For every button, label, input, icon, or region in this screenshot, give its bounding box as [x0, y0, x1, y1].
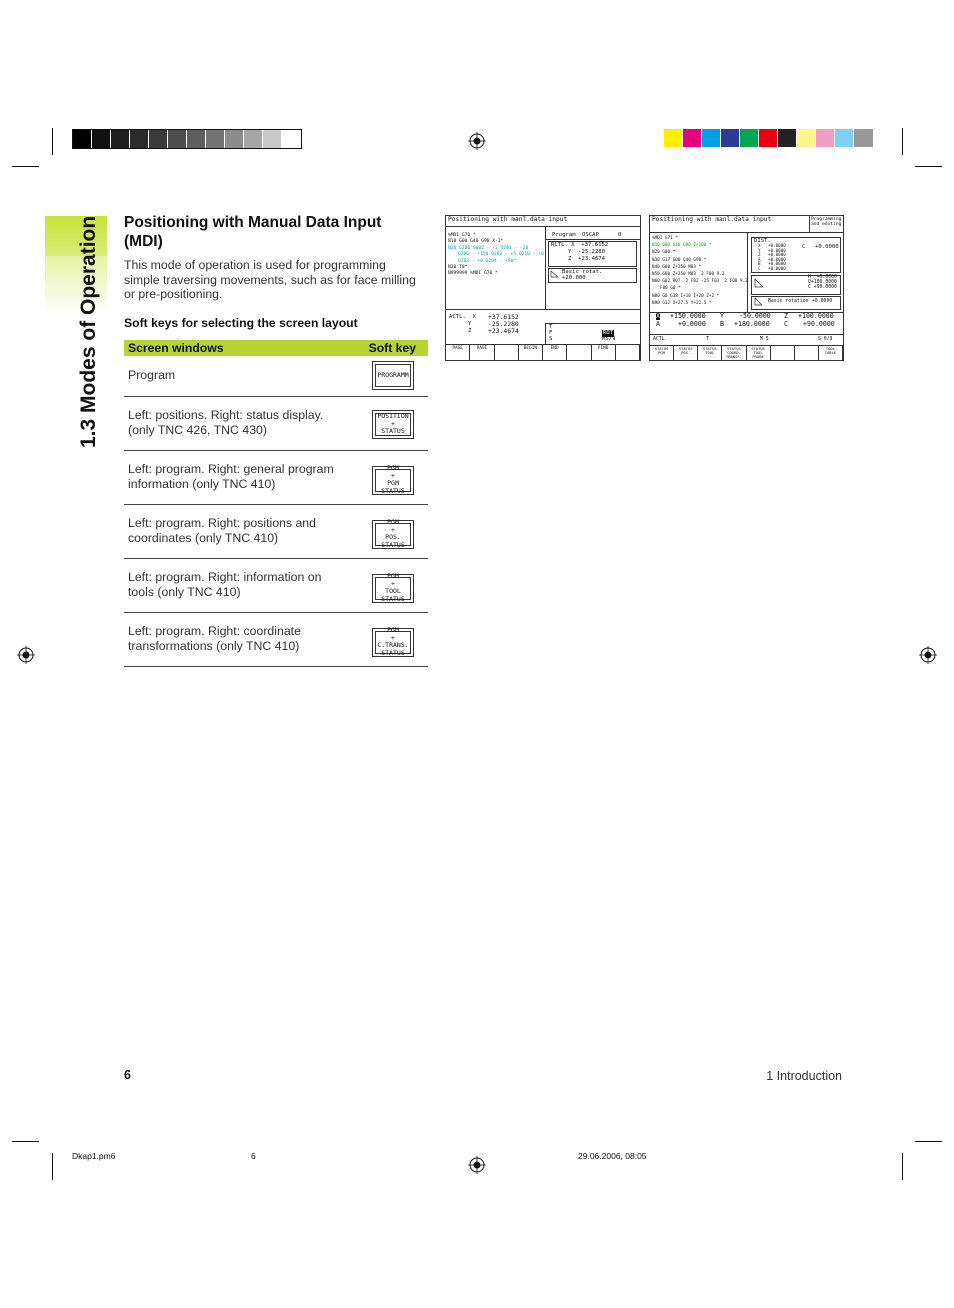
col-header-window: Screen windows	[124, 340, 350, 356]
dist-line: B +0.0000	[758, 261, 786, 267]
axis-x-label: X	[656, 312, 660, 320]
screen-softkey[interactable]: STATUS POS.	[674, 346, 698, 360]
screen-window-desc: Program	[124, 356, 350, 396]
softkey-label: +	[391, 579, 395, 588]
axis-a-value: +0.0000	[678, 320, 706, 328]
table-row	[124, 504, 428, 558]
page-heading: Positioning with Manual Data Input (MDI)	[124, 214, 382, 250]
dist-head: DIST.	[754, 238, 771, 244]
pos-y-value: -25.2280	[488, 320, 519, 328]
program-line: N80 G0 G38 I+10 I+20 Z+2 *	[652, 293, 720, 299]
screen-softkey[interactable]: BEGIN	[519, 345, 543, 360]
axis-a-label: A	[656, 320, 660, 328]
screen-title: Positioning with manl.data input	[652, 216, 772, 223]
program-line: N20 G200 G00Z - +2 Q201 - -20	[448, 245, 529, 251]
status-actl: ACTL.	[653, 337, 668, 342]
registration-mark-icon	[17, 646, 35, 664]
slug-page: 6	[251, 1151, 256, 1161]
program-line: Q203 - +0 Q204 - +50*	[458, 258, 517, 264]
softkey-cell	[350, 396, 428, 450]
crop-mark	[902, 1153, 903, 1180]
program-line: %MDI G71 *	[652, 236, 678, 241]
basic-rotation-label: Basic rotation	[768, 299, 809, 304]
softkey-button[interactable]	[372, 466, 414, 495]
screen-softkey[interactable]: FIND	[592, 345, 616, 360]
softkey-label: PGM	[387, 518, 399, 527]
screen-softkey[interactable]: PAGE	[470, 345, 494, 360]
softkey-label: POS.	[385, 533, 401, 542]
softkey-label: STATUS	[381, 427, 405, 436]
axis-b-label: B	[720, 320, 724, 328]
program-line: N60 G02 R07 2 F02 -25 F03 2 F00 9.2	[652, 279, 748, 285]
pos-z: Z	[468, 328, 472, 334]
status-head-program: Program	[552, 232, 576, 238]
softkey-button[interactable]	[372, 574, 414, 603]
basic-rotation-icon	[754, 297, 763, 306]
subheading: Soft keys for selecting the screen layout	[124, 316, 358, 330]
screen-window-desc: Left: program. Right: positions and coordinates (only TNC 410)	[124, 504, 350, 558]
registration-mark-icon	[468, 1156, 486, 1174]
basic-rotation-value: +20.000	[562, 275, 586, 281]
program-line: N90 G12 X+27.5 Y+22.5 *	[652, 300, 712, 306]
col-header-softkey: Soft key	[350, 340, 428, 356]
tnc-screen-2	[649, 215, 844, 361]
softkey-label: PGM	[387, 464, 399, 473]
screen-window-desc: Left: program. Right: general program information (only TNC 410)	[124, 450, 350, 504]
color-bar	[664, 129, 873, 147]
screen-softkey[interactable]	[771, 346, 795, 360]
registration-mark-icon	[919, 646, 937, 664]
registration-mark-icon	[468, 132, 486, 150]
status-t: T	[706, 337, 709, 342]
table-row	[124, 450, 428, 504]
section-title: 1.3 Modes of Operation	[77, 215, 100, 448]
status-m: M5/9	[602, 336, 616, 342]
softkey-label: +	[391, 471, 395, 480]
chapter-label: 1 Introduction	[766, 1069, 842, 1083]
softkey-cell	[350, 450, 428, 504]
axis-z-value: +100.0000	[798, 312, 834, 320]
status-f: F	[549, 330, 553, 336]
softkey-cell	[350, 558, 428, 612]
softkey-cell	[350, 356, 428, 396]
screen-softkey[interactable]	[616, 345, 640, 360]
screen-softkey[interactable]: STATUS PGM	[650, 346, 674, 360]
program-line: Q206 - +150 Q202 - +5 Q210 - +0	[458, 252, 544, 258]
softkey-label: PGM	[387, 572, 399, 581]
crop-mark	[52, 1153, 53, 1180]
program-line: N30 T0*	[448, 265, 468, 270]
softkey-label: TOOL	[385, 587, 401, 596]
screen-window-desc: Left: program. Right: coordinate transformations (only TNC 410)	[124, 612, 350, 666]
dist-line: A +0.0000	[758, 256, 786, 262]
pos-actl-x: ACTL. X	[449, 314, 476, 320]
screen-softkey[interactable]	[795, 346, 819, 360]
softkey-table	[124, 340, 428, 667]
softkey-label: POSITION	[377, 412, 409, 421]
axis-c-value: +90.0000	[803, 320, 835, 328]
axis-y-value: -50.0000	[739, 312, 771, 320]
page-number: 6	[124, 1068, 131, 1082]
intro-paragraph: This mode of operation is used for programming simple traversing movements, such as for face milling or pre-positioning.	[124, 258, 416, 301]
status-head-zero: 0	[618, 232, 622, 238]
softkey-button[interactable]	[372, 520, 414, 549]
pos-z-value: +23.4674	[488, 327, 519, 335]
status-s: S	[549, 336, 553, 342]
crop-mark	[915, 1141, 942, 1142]
crop-mark	[12, 1141, 39, 1142]
screen-title-right-1: Programming	[811, 217, 842, 222]
softkey-label: STATUS	[381, 594, 405, 603]
screen-softkey[interactable]: STATUS TOOL PROBE	[747, 346, 771, 360]
rot-badge: ROT	[603, 330, 614, 336]
softkey-label: C.TRANS.	[377, 641, 409, 650]
status-head-oscap: OSCAP	[582, 232, 599, 238]
axis-b-value: +180.0000	[734, 320, 770, 328]
screen-softkey[interactable]: STATUS COORD. TRANSF.	[722, 346, 746, 360]
screen-softkey[interactable]: TOOL TABLE	[819, 346, 843, 360]
q-value: Q+100.0000	[808, 280, 837, 285]
crop-mark	[915, 166, 942, 167]
softkey-label: STATUS	[381, 486, 405, 495]
softkey-label: +	[391, 419, 395, 428]
softkey-label: STATUS	[381, 540, 405, 549]
axis-c-label: C	[784, 320, 788, 328]
pos-x-value: +37.6152	[488, 313, 519, 321]
axis-x-value: +150.0000	[670, 312, 706, 320]
softkey-label: PGM	[387, 626, 399, 635]
pos-y: Y	[468, 321, 472, 327]
screen-softkey[interactable]: PAGE	[446, 345, 470, 360]
tnc-screen-1	[445, 215, 641, 361]
program-line: N30 G17 G00 G40 G90 *	[652, 257, 707, 263]
program-line: F00 G0 *	[660, 286, 681, 292]
status-t: T	[549, 324, 553, 330]
program-line: N20 G00 *	[652, 250, 676, 256]
axis-z-label: Z	[784, 312, 788, 320]
slug-file: Dkap1.pm6	[72, 1151, 116, 1161]
softkey-cell	[350, 504, 428, 558]
dist-line: X +0.0000	[758, 243, 786, 248]
dist-c-label: C	[802, 244, 806, 250]
program-line: N40 G00 Z+250 M03 *	[652, 264, 702, 270]
screen-softkey[interactable]	[567, 345, 591, 360]
rctl-z: Z +23.4674	[568, 256, 606, 262]
basic-rotation-icon	[754, 278, 764, 288]
screen-window-desc: Left: program. Right: information on tools (only TNC 410)	[124, 558, 350, 612]
dist-line: Z +0.0000	[758, 252, 786, 258]
softkey-button[interactable]	[372, 628, 414, 657]
table-row	[124, 558, 428, 612]
h-value: H +0.0000	[808, 275, 837, 280]
rctl-x: RCTL. X +37.6152	[551, 242, 609, 248]
softkey-button[interactable]	[372, 410, 414, 439]
c-value: C +90.0000	[808, 285, 837, 290]
slug-date: 29.06.2006, 08:05	[578, 1151, 647, 1161]
dist-line: Y +0.0000	[758, 247, 786, 253]
softkey-button[interactable]	[372, 361, 414, 390]
softkey-label: +	[391, 525, 395, 534]
program-line: N50 G00 Z+250 M03 2 F00 9.2	[652, 272, 725, 277]
screen-title-right-2: and editing	[811, 222, 842, 227]
crop-mark	[12, 166, 39, 167]
dist-c-value: +0.0000	[815, 244, 839, 250]
dist-line: C +0.0000	[758, 266, 786, 271]
program-line: %MDI G70 *	[448, 233, 476, 238]
grayscale-bar	[72, 129, 302, 149]
table-row	[124, 356, 428, 396]
basic-rotation-value: +0.0000	[812, 299, 833, 304]
screen-softkey[interactable]: STATUS TOOL	[698, 346, 722, 360]
program-line: N10 G00 G40 G90 Z+100 *	[652, 243, 712, 249]
softkey-label: PROGRAMM	[377, 371, 409, 379]
crop-mark	[52, 128, 53, 155]
softkey-label: PGM	[387, 479, 399, 488]
program-line: N999999 %MDI G70 *	[448, 271, 498, 277]
program-line: N10 G00 G40 G90 X-1*	[448, 239, 504, 245]
softkey-label: +	[391, 633, 395, 642]
screen-title: Positioning with manl.data input	[448, 216, 568, 223]
table-row	[124, 612, 428, 666]
status-s: S 0/9	[818, 337, 833, 342]
softkey-label: STATUS	[381, 648, 405, 657]
table-row	[124, 396, 428, 450]
basic-rotation-label: Basic rotat.	[562, 269, 603, 275]
status-m: M 5	[760, 337, 769, 342]
softkey-cell	[350, 612, 428, 666]
screen-window-desc: Left: positions. Right: status display. (only TNC 426, TNC 430)	[124, 396, 350, 450]
rctl-y: Y -25.2280	[568, 249, 606, 255]
screen-softkey[interactable]: END	[543, 345, 567, 360]
screen-softkey[interactable]	[495, 345, 519, 360]
crop-mark	[902, 128, 903, 155]
basic-rotation-icon	[550, 270, 559, 278]
axis-y-label: Y	[720, 312, 724, 320]
